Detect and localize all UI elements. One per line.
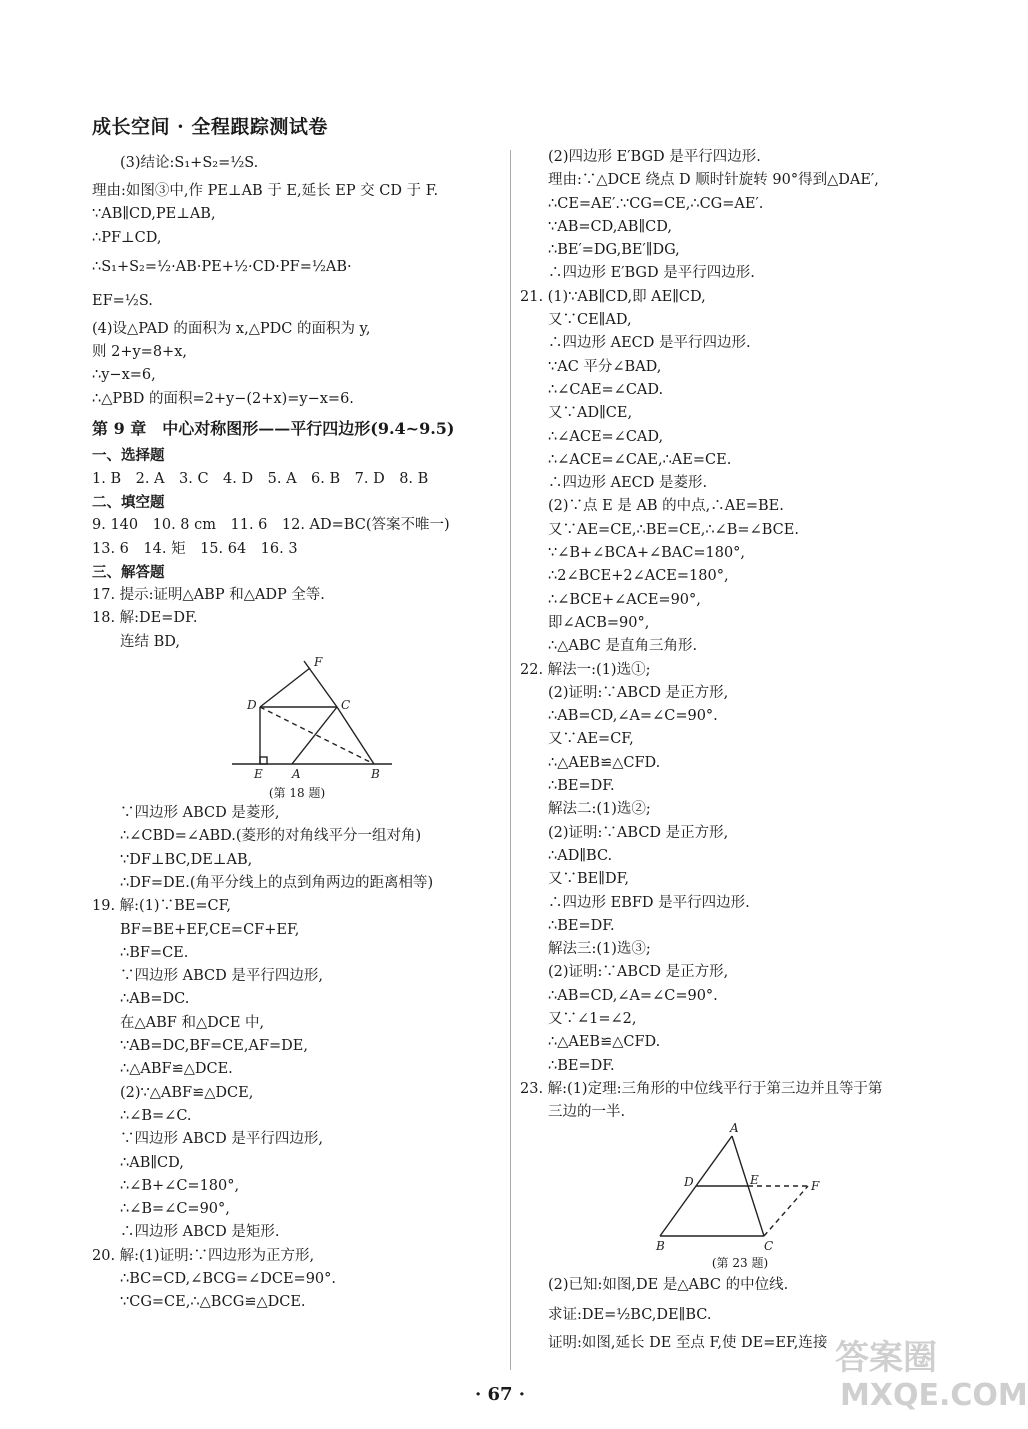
- answer-line: ∴∠B=∠C=90°,: [120, 1201, 230, 1218]
- answer-line: ∴BE=DF.: [548, 917, 615, 934]
- figure-caption: (第 18 题): [268, 786, 326, 801]
- answer-line: 又∵BE∥DF,: [548, 871, 629, 888]
- question-21: 21. (1)∵AB∥CD,即 AE∥CD,: [520, 288, 706, 305]
- answer-line: ∴AB=CD,∠A=∠C=90°.: [548, 987, 718, 1004]
- answer-line: BF=BE+EF,CE=CF+EF,: [120, 921, 300, 938]
- answer-line: 求证:DE=½BC,DE∥BC.: [548, 1306, 712, 1323]
- answer-line: ∴△ABC 是直角三角形.: [548, 638, 698, 655]
- answer-line: ∵AB∥CD,PE⊥AB,: [92, 206, 216, 223]
- answer-line: ∴BF=CE.: [120, 944, 189, 961]
- answer-line: ∴BE=DF.: [548, 1057, 615, 1074]
- answer-line: 在△ABF 和△DCE 中,: [120, 1014, 265, 1031]
- answer-line: ∵四边形 ABCD 是平行四边形,: [120, 968, 323, 985]
- point-label: C: [341, 698, 351, 713]
- answer-line: ∴∠ACE=∠CAD,: [548, 428, 664, 445]
- answer-line: ∵四边形 ABCD 是菱形,: [120, 805, 280, 822]
- fill-answers: 13. 6 14. 矩 15. 64 16. 3: [92, 540, 298, 557]
- answer-line: ∴AB∥CD,: [120, 1154, 184, 1171]
- point-label: E: [254, 767, 263, 782]
- answer-line: ∴∠B=∠C.: [120, 1107, 192, 1124]
- answer-line: ∴四边形 EBFD 是平行四边形.: [548, 894, 750, 911]
- question-19: 19. 解:(1)∵BE=CF,: [92, 898, 231, 915]
- answer-line: ∴∠BCE+∠ACE=90°,: [548, 591, 701, 608]
- answer-line: ∴△AEB≌△CFD.: [548, 1034, 661, 1051]
- section-heading: 三、解答题: [92, 563, 165, 581]
- section-heading: 一、选择题: [92, 447, 165, 465]
- point-label: F: [811, 1179, 820, 1194]
- answer-line: ∴y−x=6,: [92, 367, 156, 384]
- answer-line: ∴BE=DF.: [548, 778, 615, 795]
- watermark-url: MXQE.COM: [840, 1378, 1028, 1413]
- point-label: F: [314, 655, 323, 670]
- answer-line: ∴CE=AE′.∵CG=CE,∴CG=AE′.: [548, 195, 764, 212]
- watermark-logo: 答案圈: [835, 1338, 937, 1378]
- answer-line: ∴△PBD 的面积=2+y−(2+x)=y−x=6.: [92, 390, 354, 407]
- point-label: D: [684, 1175, 694, 1190]
- point-label: B: [371, 767, 380, 782]
- answer-line: (2)证明:∵ABCD 是正方形,: [548, 684, 729, 701]
- answer-line: ∵DF⊥BC,DE⊥AB,: [120, 851, 253, 868]
- answer-line: 又∵CE∥AD,: [548, 312, 632, 329]
- answer-line: 解法二:(1)选②;: [548, 801, 651, 818]
- answer-line: (2)证明:∵ABCD 是正方形,: [548, 964, 729, 981]
- answer-line: ∴△AEB≌△CFD.: [548, 754, 661, 771]
- answer-line: EF=½S.: [92, 292, 153, 309]
- answer-line: ∴AB=DC.: [120, 991, 190, 1008]
- question-23: 23. 解:(1)定理:三角形的中位线平行于第三边并且等于第: [520, 1080, 883, 1097]
- page-header: 成长空间 · 全程跟踪测试卷: [92, 116, 328, 138]
- page-number: · 67 ·: [474, 1384, 526, 1405]
- answer-line: 连结 BD,: [120, 633, 180, 650]
- figure-23-diagram: [520, 1121, 920, 1254]
- answer-line: 又∵AD∥CE,: [548, 405, 633, 422]
- column-divider: [510, 150, 511, 1370]
- section-heading: 二、填空题: [92, 493, 165, 511]
- answer-line: ∵AC 平分∠BAD,: [548, 358, 662, 375]
- answer-line: ∴AB=CD,∠A=∠C=90°.: [548, 708, 718, 725]
- answer-line: (3)结论:S₁+S₂=½S.: [120, 155, 259, 171]
- answer-line: 解法三:(1)选③;: [548, 941, 651, 958]
- chapter-title: 第 9 章 中心对称图形——平行四边形(9.4~9.5): [92, 419, 455, 439]
- left-column: [92, 146, 502, 1315]
- answer-line: ∵AB=DC,BF=CE,AF=DE,: [120, 1038, 308, 1055]
- answer-line: ∴四边形 AECD 是菱形.: [548, 475, 708, 492]
- answer-line: 又∵AE=CF,: [548, 731, 634, 748]
- figure-18-diagram: [92, 654, 502, 784]
- answer-line: 又∵AE=CE,∴BE=CE,∴∠B=∠BCE.: [548, 521, 799, 538]
- point-label: A: [730, 1121, 739, 1136]
- figure-caption: (第 23 题): [711, 1256, 769, 1271]
- fill-answers: 9. 140 10. 8 cm 11. 6 12. AD=BC(答案不唯一): [92, 517, 450, 534]
- answer-line: 则 2+y=8+x,: [92, 344, 187, 361]
- answer-line: ∴四边形 ABCD 是矩形.: [120, 1224, 280, 1241]
- question-20: 20. 解:(1)证明:∵四边形为正方形,: [92, 1247, 315, 1264]
- answer-line: ∴S₁+S₂=½·AB·PE+½·CD·PF=½AB·: [92, 258, 352, 275]
- point-label: E: [750, 1173, 759, 1188]
- answer-line: ∵四边形 ABCD 是平行四边形,: [120, 1131, 323, 1148]
- answer-line: ∴2∠BCE+2∠ACE=180°,: [548, 568, 729, 585]
- answer-line: ∴∠B+∠C=180°,: [120, 1177, 240, 1194]
- answer-line: ∴AD∥BC.: [548, 847, 613, 864]
- answer-line: ∴∠ACE=∠CAE,∴AE=CE.: [548, 451, 732, 468]
- answer-line: ∴∠CAE=∠CAD.: [548, 381, 664, 398]
- answer-line: ∴∠CBD=∠ABD.(菱形的对角线平分一组对角): [120, 828, 422, 845]
- answer-line: ∴PF⊥CD,: [92, 229, 162, 246]
- answer-line: ∵AB=CD,AB∥CD,: [548, 218, 672, 235]
- answer-line: ∵∠B+∠BCA+∠BAC=180°,: [548, 545, 746, 562]
- answer-line: (2)∵点 E 是 AB 的中点,∴AE=BE.: [548, 498, 784, 515]
- answer-line: ∴四边形 AECD 是平行四边形.: [548, 335, 751, 352]
- point-label: C: [764, 1239, 774, 1254]
- figure-23: [520, 1121, 920, 1274]
- answer-line: ∴四边形 E′BGD 是平行四边形.: [548, 265, 755, 282]
- answer-line: ∴BC=CD,∠BCG=∠DCE=90°.: [120, 1270, 337, 1287]
- choice-answers: 1. B 2. A 3. C 4. D 5. A 6. B 7. D 8. B: [92, 470, 429, 487]
- answer-line: (2)证明:∵ABCD 是正方形,: [548, 824, 729, 841]
- point-label: D: [247, 698, 257, 713]
- answer-line: 理由:∵△DCE 绕点 D 顺时针旋转 90°得到△DAE′,: [548, 172, 879, 189]
- question-17: 17. 提示:证明△ABP 和△ADP 全等.: [92, 587, 325, 604]
- right-column: [520, 146, 920, 1355]
- figure-18: [92, 654, 502, 802]
- answer-line: 又∵∠1=∠2,: [548, 1010, 637, 1027]
- answer-line: 证明:如图,延长 DE 至点 F,使 DE=EF,连接: [548, 1334, 828, 1351]
- answer-line: 即∠ACB=90°,: [548, 614, 650, 631]
- answer-line: 三边的一半.: [548, 1104, 626, 1121]
- answer-line: (2)四边形 E′BGD 是平行四边形.: [548, 149, 761, 165]
- answer-line: ∴DF=DE.(角平分线上的点到角两边的距离相等): [120, 874, 434, 891]
- answer-line: ∴BE′=DG,BE′∥DG,: [548, 242, 680, 259]
- answer-line: ∴△ABF≌△DCE.: [120, 1061, 233, 1078]
- answer-line: (2)∵△ABF≌△DCE,: [120, 1084, 254, 1101]
- question-22: 22. 解法一:(1)选①;: [520, 661, 651, 678]
- point-label: A: [292, 767, 301, 782]
- question-18: 18. 解:DE=DF.: [92, 610, 198, 627]
- answer-line: ∵CG=CE,∴△BCG≌△DCE.: [120, 1294, 306, 1311]
- answer-line: (4)设△PAD 的面积为 x,△PDC 的面积为 y,: [92, 320, 371, 337]
- answer-line: 理由:如图③中,作 PE⊥AB 于 E,延长 EP 交 CD 于 F.: [92, 183, 439, 199]
- point-label: B: [656, 1239, 665, 1254]
- answer-line: (2)已知:如图,DE 是△ABC 的中位线.: [548, 1277, 789, 1294]
